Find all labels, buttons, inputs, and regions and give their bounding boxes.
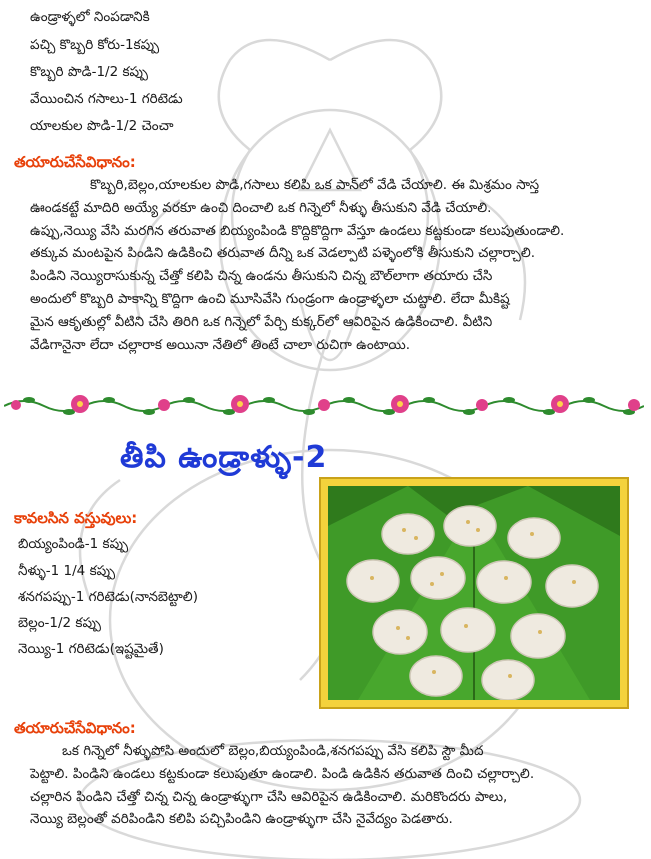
ingredient-line: యాలకుల పొడి-1/2 చెంచా: [30, 118, 174, 134]
method-line: చల్లారిన పిండిని చేత్తో చిన్న చిన్న ఉండ్రాళ్ళుగా చేసి ఆవిరిపైన ఉడికించాలి. మరికొందరు పాలు,: [30, 788, 508, 805]
ingredient-line: నీళ్ళు-1 1/4 కప్పు: [18, 563, 116, 579]
undrallu-photo-icon: [328, 486, 620, 700]
method-line: నెయ్యి బెల్లంతో వరిపిండిని కలిపి పచ్చిపిండిని ఉండ్రాళ్ళుగా చేసి నైవేద్యం పెడతారు.: [30, 811, 453, 828]
ingredient-line: బియ్యంపిండి-1 కప్పు: [18, 536, 129, 552]
method-line: అందులో కొబ్బరి పాకాన్ని కొద్దిగా ఉంచి మూసివేసి గుండ్రంగా ఉండ్రాళ్ళలా చుట్టాలి. లేదా మీకిష్ట: [30, 290, 510, 307]
undrallu-photo: [319, 477, 629, 709]
flower-vine-border-icon: [4, 388, 644, 420]
method-line: ఊండకట్టే మాదిరి అయ్యే వరకూ ఉంచి దించాలి ఒక గిన్నెలో నీళ్ళు తీసుకుని వేడి చేయాలి.: [30, 199, 492, 216]
ingredient-line: కొబ్బరి పొడి-1/2 కప్పు: [30, 64, 149, 80]
method-paragraph: [30, 740, 630, 831]
ingredients-heading: కావలసిన వస్తువులు:: [14, 509, 138, 527]
ingredient-line: వేయించిన గసాలు-1 గరిటెడు: [30, 91, 183, 107]
ingredient-line: పచ్చి కొబ్బరి కోరు-1కప్పు: [30, 37, 160, 53]
method-line: తక్కువ మంటపైన పిండిని ఉడికించి తరువాత దీన్ని ఒక వెడల్పాటి పళ్ళెంలోకి తీసుకుని చల్లార్చాలి.: [30, 245, 536, 262]
ingredient-line: శనగపప్పు-1 గరిటెడు(నానబెట్టాలి): [18, 589, 198, 605]
method-line: పిండిని నెయ్యిరాసుకున్న చేత్తో కలిపి చిన్న ఉండను తీసుకుని చిన్న బౌల్‌లాగా తయారు చేసి: [30, 268, 493, 285]
ingredient-line: బెల్లం-1/2 కప్పు: [18, 615, 101, 631]
recipe-title: తీపి ఉండ్రాళ్ళు-2: [120, 440, 328, 475]
ingredient-line: నెయ్యి-1 గరిటెడు(ఇష్టమైతే): [18, 641, 164, 657]
method-line: కొబ్బరి,బెల్లం,యాలకుల పొడి,గసాలు కలిపి ఒక పాన్‌లో వేడి చేయాలి. ఈ మిశ్రమం సాస్త: [90, 177, 540, 193]
method-line: ఒక గిన్నెలో నీళ్ళుపోసి అందులో బెల్లం,బియ్యంపిండి,శనగపప్పు వేసి కలిపి స్టౌ మీద: [62, 743, 484, 759]
method-line: ఉప్పు,నెయ్యి వేసి మరగిన తరువాత బియ్యంపిండి కొద్దికొద్దిగా వేస్తూ ఉండలు కట్టకుండా కలుపుతుండాలి.: [30, 222, 565, 239]
ingredient-line: ఉండ్రాళ్ళలో నింపడానికి: [30, 9, 150, 25]
method-heading: తయారుచేసేవిధానం:: [14, 719, 136, 737]
method-line: వేడిగానైనా లేదా చల్లారాక అయినా నేతిలో తింటే చాలా రుచిగా ఉంటాయి.: [30, 336, 411, 353]
method-line: పెట్టాలి. పిండిని ఉండలు కట్టకుండా కలుపుతూ ఉండాలి. పిండి ఉడికిన తరువాత దించి చల్లార్చాలి.: [30, 765, 535, 782]
method-paragraph: [30, 174, 630, 356]
method-heading: తయారుచేసేవిధానం:: [14, 153, 136, 171]
method-line: మైన ఆకృతుల్లో వీటిని చేసి తిరిగి ఒక గిన్నెలో పేర్చి కుక్కర్‌లో ఆవిరిపైన ఉడికించాలి. వీటిని: [30, 313, 493, 330]
